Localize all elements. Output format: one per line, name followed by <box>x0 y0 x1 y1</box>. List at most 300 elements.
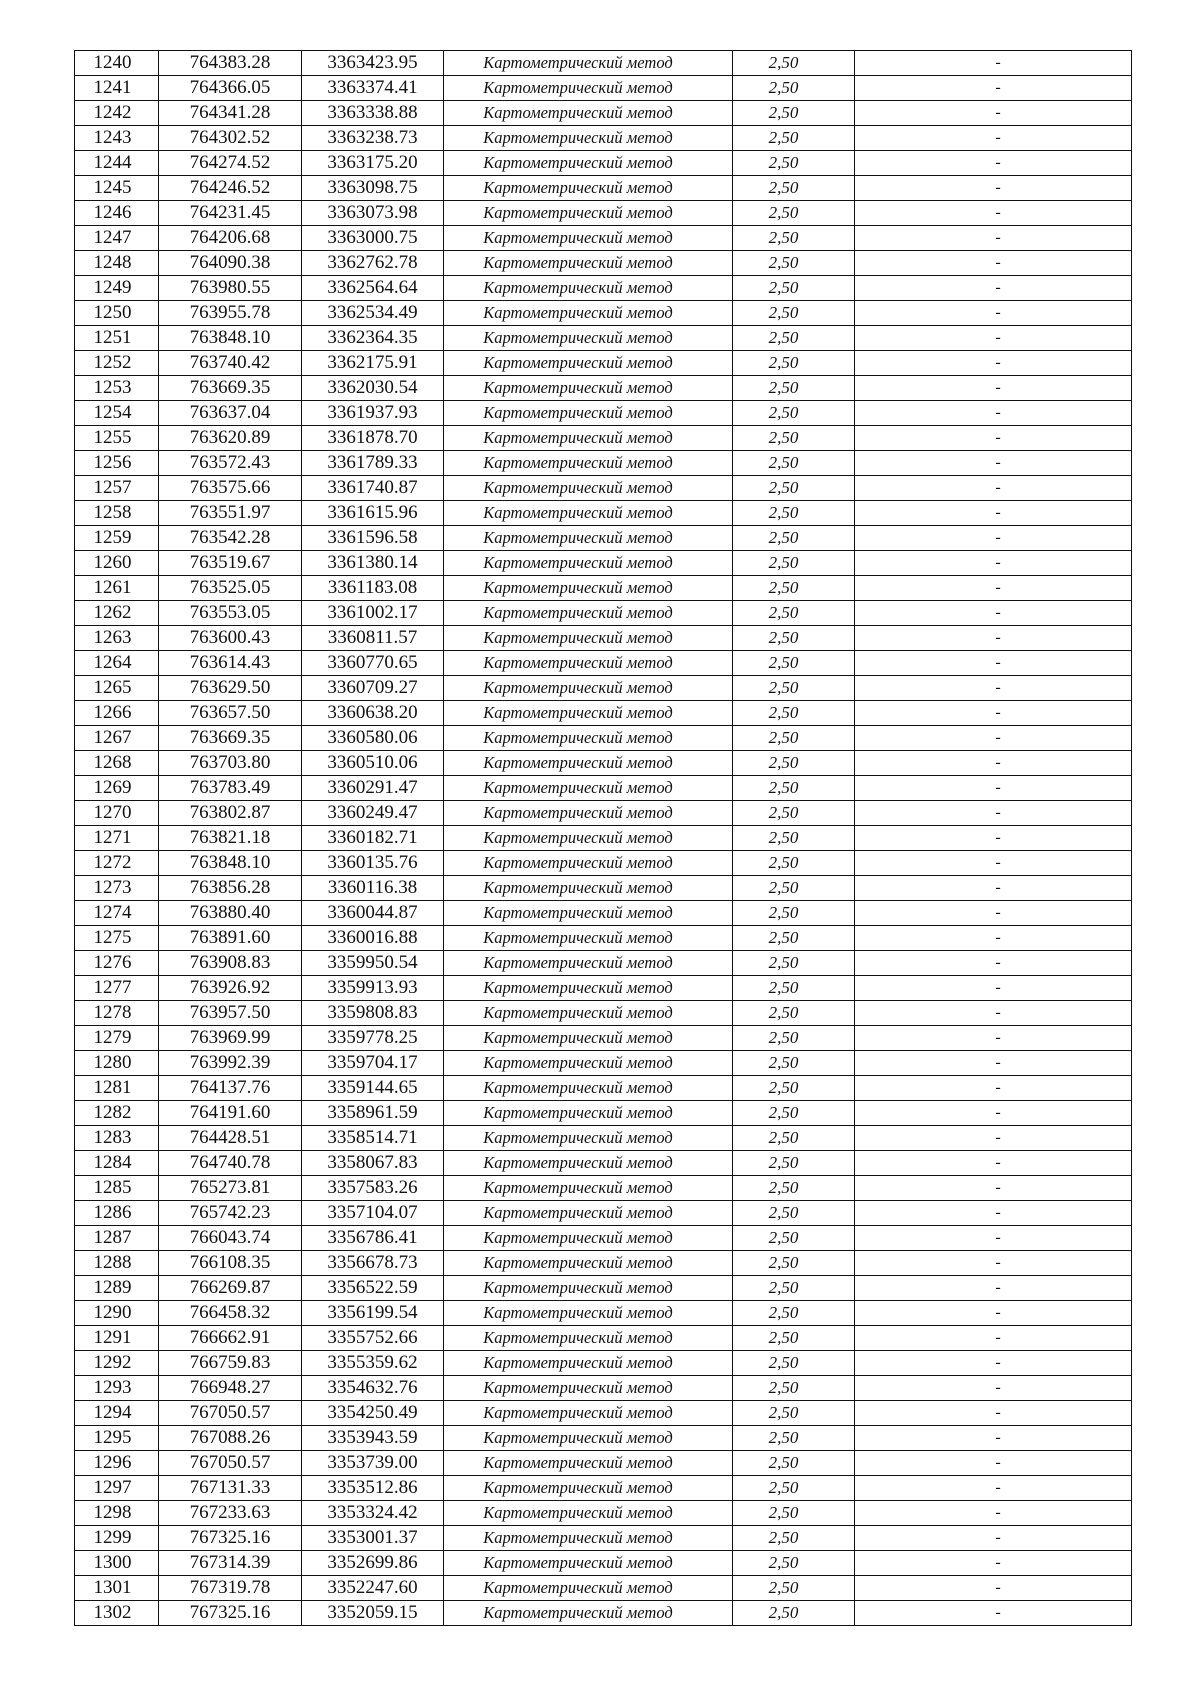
x-coordinate-cell: 763992.39 <box>159 1051 302 1076</box>
x-coordinate-cell: 767050.57 <box>159 1401 302 1426</box>
point-number-cell: 1276 <box>75 951 159 976</box>
point-number-cell: 1254 <box>75 401 159 426</box>
point-number-cell: 1240 <box>75 51 159 76</box>
method-cell: Картометрический метод <box>444 251 733 276</box>
method-cell: Картометрический метод <box>444 1601 733 1626</box>
accuracy-cell: 2,50 <box>733 201 855 226</box>
y-coordinate-cell: 3360291.47 <box>302 776 444 801</box>
x-coordinate-cell: 764206.68 <box>159 226 302 251</box>
point-number-cell: 1275 <box>75 926 159 951</box>
note-cell: - <box>855 1351 1132 1376</box>
note-cell: - <box>855 376 1132 401</box>
y-coordinate-cell: 3357583.26 <box>302 1176 444 1201</box>
point-number-cell: 1255 <box>75 426 159 451</box>
method-cell: Картометрический метод <box>444 676 733 701</box>
x-coordinate-cell: 763783.49 <box>159 776 302 801</box>
accuracy-cell: 2,50 <box>733 76 855 101</box>
x-coordinate-cell: 763553.05 <box>159 601 302 626</box>
y-coordinate-cell: 3358961.59 <box>302 1101 444 1126</box>
note-cell: - <box>855 201 1132 226</box>
table-row <box>75 1501 1132 1526</box>
accuracy-cell: 2,50 <box>733 776 855 801</box>
y-coordinate-cell: 3360811.57 <box>302 626 444 651</box>
point-number-cell: 1251 <box>75 326 159 351</box>
y-coordinate-cell: 3360638.20 <box>302 701 444 726</box>
table-row <box>75 1251 1132 1276</box>
point-number-cell: 1269 <box>75 776 159 801</box>
note-cell: - <box>855 926 1132 951</box>
note-cell: - <box>855 1476 1132 1501</box>
method-cell: Картометрический метод <box>444 201 733 226</box>
method-cell: Картометрический метод <box>444 951 733 976</box>
point-number-cell: 1260 <box>75 551 159 576</box>
table-row <box>75 1301 1132 1326</box>
point-number-cell: 1267 <box>75 726 159 751</box>
table-row <box>75 51 1132 76</box>
method-cell: Картометрический метод <box>444 101 733 126</box>
y-coordinate-cell: 3363098.75 <box>302 176 444 201</box>
x-coordinate-cell: 766948.27 <box>159 1376 302 1401</box>
table-row <box>75 1176 1132 1201</box>
y-coordinate-cell: 3359913.93 <box>302 976 444 1001</box>
method-cell: Картометрический метод <box>444 651 733 676</box>
accuracy-cell: 2,50 <box>733 551 855 576</box>
table-row <box>75 226 1132 251</box>
method-cell: Картометрический метод <box>444 701 733 726</box>
note-cell: - <box>855 876 1132 901</box>
coordinates-table <box>74 50 1132 1626</box>
table-row <box>75 376 1132 401</box>
y-coordinate-cell: 3361596.58 <box>302 526 444 551</box>
method-cell: Картометрический метод <box>444 1526 733 1551</box>
x-coordinate-cell: 763856.28 <box>159 876 302 901</box>
x-coordinate-cell: 763575.66 <box>159 476 302 501</box>
note-cell: - <box>855 801 1132 826</box>
point-number-cell: 1262 <box>75 601 159 626</box>
y-coordinate-cell: 3360116.38 <box>302 876 444 901</box>
x-coordinate-cell: 763637.04 <box>159 401 302 426</box>
point-number-cell: 1301 <box>75 1576 159 1601</box>
y-coordinate-cell: 3361615.96 <box>302 501 444 526</box>
x-coordinate-cell: 764740.78 <box>159 1151 302 1176</box>
accuracy-cell: 2,50 <box>733 526 855 551</box>
table-row <box>75 1076 1132 1101</box>
note-cell: - <box>855 1076 1132 1101</box>
x-coordinate-cell: 763572.43 <box>159 451 302 476</box>
method-cell: Картометрический метод <box>444 1026 733 1051</box>
accuracy-cell: 2,50 <box>733 176 855 201</box>
accuracy-cell: 2,50 <box>733 1101 855 1126</box>
x-coordinate-cell: 764137.76 <box>159 1076 302 1101</box>
x-coordinate-cell: 763525.05 <box>159 576 302 601</box>
table-row <box>75 1226 1132 1251</box>
note-cell: - <box>855 651 1132 676</box>
x-coordinate-cell: 763848.10 <box>159 326 302 351</box>
point-number-cell: 1299 <box>75 1526 159 1551</box>
x-coordinate-cell: 763908.83 <box>159 951 302 976</box>
note-cell: - <box>855 501 1132 526</box>
note-cell: - <box>855 1001 1132 1026</box>
y-coordinate-cell: 3352699.86 <box>302 1551 444 1576</box>
accuracy-cell: 2,50 <box>733 1001 855 1026</box>
accuracy-cell: 2,50 <box>733 51 855 76</box>
method-cell: Картометрический метод <box>444 1201 733 1226</box>
table-row <box>75 251 1132 276</box>
point-number-cell: 1287 <box>75 1226 159 1251</box>
note-cell: - <box>855 726 1132 751</box>
note-cell: - <box>855 851 1132 876</box>
point-number-cell: 1289 <box>75 1276 159 1301</box>
y-coordinate-cell: 3362534.49 <box>302 301 444 326</box>
note-cell: - <box>855 951 1132 976</box>
accuracy-cell: 2,50 <box>733 751 855 776</box>
accuracy-cell: 2,50 <box>733 251 855 276</box>
table-row <box>75 676 1132 701</box>
x-coordinate-cell: 763848.10 <box>159 851 302 876</box>
point-number-cell: 1271 <box>75 826 159 851</box>
method-cell: Картометрический метод <box>444 51 733 76</box>
note-cell: - <box>855 51 1132 76</box>
point-number-cell: 1296 <box>75 1451 159 1476</box>
note-cell: - <box>855 401 1132 426</box>
x-coordinate-cell: 766269.87 <box>159 1276 302 1301</box>
point-number-cell: 1278 <box>75 1001 159 1026</box>
accuracy-cell: 2,50 <box>733 1051 855 1076</box>
table-row <box>75 1426 1132 1451</box>
x-coordinate-cell: 766662.91 <box>159 1326 302 1351</box>
point-number-cell: 1273 <box>75 876 159 901</box>
table-row <box>75 1526 1132 1551</box>
note-cell: - <box>855 601 1132 626</box>
note-cell: - <box>855 976 1132 1001</box>
table-row <box>75 176 1132 201</box>
x-coordinate-cell: 763703.80 <box>159 751 302 776</box>
accuracy-cell: 2,50 <box>733 1576 855 1601</box>
method-cell: Картометрический метод <box>444 1301 733 1326</box>
table-row <box>75 451 1132 476</box>
accuracy-cell: 2,50 <box>733 126 855 151</box>
y-coordinate-cell: 3362762.78 <box>302 251 444 276</box>
table-row <box>75 101 1132 126</box>
accuracy-cell: 2,50 <box>733 576 855 601</box>
note-cell: - <box>855 301 1132 326</box>
note-cell: - <box>855 676 1132 701</box>
method-cell: Картометрический метод <box>444 551 733 576</box>
x-coordinate-cell: 763519.67 <box>159 551 302 576</box>
x-coordinate-cell: 763980.55 <box>159 276 302 301</box>
method-cell: Картометрический метод <box>444 301 733 326</box>
method-cell: Картометрический метод <box>444 1126 733 1151</box>
accuracy-cell: 2,50 <box>733 426 855 451</box>
point-number-cell: 1268 <box>75 751 159 776</box>
note-cell: - <box>855 1426 1132 1451</box>
note-cell: - <box>855 1176 1132 1201</box>
x-coordinate-cell: 764302.52 <box>159 126 302 151</box>
point-number-cell: 1291 <box>75 1326 159 1351</box>
method-cell: Картометрический метод <box>444 501 733 526</box>
y-coordinate-cell: 3361878.70 <box>302 426 444 451</box>
table-row <box>75 876 1132 901</box>
table-row <box>75 1326 1132 1351</box>
x-coordinate-cell: 764246.52 <box>159 176 302 201</box>
method-cell: Картометрический метод <box>444 1051 733 1076</box>
note-cell: - <box>855 1526 1132 1551</box>
x-coordinate-cell: 763614.43 <box>159 651 302 676</box>
x-coordinate-cell: 767314.39 <box>159 1551 302 1576</box>
point-number-cell: 1284 <box>75 1151 159 1176</box>
method-cell: Картометрический метод <box>444 1451 733 1476</box>
y-coordinate-cell: 3362564.64 <box>302 276 444 301</box>
method-cell: Картометрический метод <box>444 826 733 851</box>
y-coordinate-cell: 3361740.87 <box>302 476 444 501</box>
method-cell: Картометрический метод <box>444 1376 733 1401</box>
x-coordinate-cell: 763955.78 <box>159 301 302 326</box>
table-row <box>75 551 1132 576</box>
accuracy-cell: 2,50 <box>733 476 855 501</box>
method-cell: Картометрический метод <box>444 526 733 551</box>
method-cell: Картометрический метод <box>444 1326 733 1351</box>
point-number-cell: 1258 <box>75 501 159 526</box>
note-cell: - <box>855 751 1132 776</box>
note-cell: - <box>855 1326 1132 1351</box>
y-coordinate-cell: 3353943.59 <box>302 1426 444 1451</box>
y-coordinate-cell: 3356199.54 <box>302 1301 444 1326</box>
y-coordinate-cell: 3361183.08 <box>302 576 444 601</box>
note-cell: - <box>855 576 1132 601</box>
table-row <box>75 301 1132 326</box>
y-coordinate-cell: 3359808.83 <box>302 1001 444 1026</box>
point-number-cell: 1285 <box>75 1176 159 1201</box>
method-cell: Картометрический метод <box>444 1251 733 1276</box>
y-coordinate-cell: 3362175.91 <box>302 351 444 376</box>
table-row <box>75 1051 1132 1076</box>
table-row <box>75 1351 1132 1376</box>
note-cell: - <box>855 1576 1132 1601</box>
accuracy-cell: 2,50 <box>733 726 855 751</box>
x-coordinate-cell: 767088.26 <box>159 1426 302 1451</box>
x-coordinate-cell: 765742.23 <box>159 1201 302 1226</box>
accuracy-cell: 2,50 <box>733 401 855 426</box>
x-coordinate-cell: 763926.92 <box>159 976 302 1001</box>
y-coordinate-cell: 3353512.86 <box>302 1476 444 1501</box>
x-coordinate-cell: 763551.97 <box>159 501 302 526</box>
table-row <box>75 1376 1132 1401</box>
point-number-cell: 1242 <box>75 101 159 126</box>
table-row <box>75 1576 1132 1601</box>
table-row <box>75 426 1132 451</box>
method-cell: Картометрический метод <box>444 776 733 801</box>
y-coordinate-cell: 3353001.37 <box>302 1526 444 1551</box>
note-cell: - <box>855 1401 1132 1426</box>
point-number-cell: 1259 <box>75 526 159 551</box>
method-cell: Картометрический метод <box>444 851 733 876</box>
y-coordinate-cell: 3358514.71 <box>302 1126 444 1151</box>
point-number-cell: 1266 <box>75 701 159 726</box>
y-coordinate-cell: 3361789.33 <box>302 451 444 476</box>
note-cell: - <box>855 126 1132 151</box>
table-row <box>75 826 1132 851</box>
x-coordinate-cell: 767131.33 <box>159 1476 302 1501</box>
method-cell: Картометрический метод <box>444 126 733 151</box>
table-row <box>75 1451 1132 1476</box>
note-cell: - <box>855 901 1132 926</box>
x-coordinate-cell: 763669.35 <box>159 376 302 401</box>
accuracy-cell: 2,50 <box>733 1251 855 1276</box>
point-number-cell: 1257 <box>75 476 159 501</box>
y-coordinate-cell: 3355359.62 <box>302 1351 444 1376</box>
accuracy-cell: 2,50 <box>733 1326 855 1351</box>
y-coordinate-cell: 3360770.65 <box>302 651 444 676</box>
x-coordinate-cell: 764428.51 <box>159 1126 302 1151</box>
table-row <box>75 776 1132 801</box>
point-number-cell: 1282 <box>75 1101 159 1126</box>
x-coordinate-cell: 763542.28 <box>159 526 302 551</box>
note-cell: - <box>855 151 1132 176</box>
method-cell: Картометрический метод <box>444 451 733 476</box>
y-coordinate-cell: 3357104.07 <box>302 1201 444 1226</box>
table-row <box>75 726 1132 751</box>
accuracy-cell: 2,50 <box>733 1151 855 1176</box>
table-row <box>75 126 1132 151</box>
point-number-cell: 1249 <box>75 276 159 301</box>
table-row <box>75 151 1132 176</box>
method-cell: Картометрический метод <box>444 1001 733 1026</box>
accuracy-cell: 2,50 <box>733 1026 855 1051</box>
x-coordinate-cell: 766759.83 <box>159 1351 302 1376</box>
accuracy-cell: 2,50 <box>733 351 855 376</box>
point-number-cell: 1280 <box>75 1051 159 1076</box>
method-cell: Картометрический метод <box>444 151 733 176</box>
accuracy-cell: 2,50 <box>733 676 855 701</box>
point-number-cell: 1297 <box>75 1476 159 1501</box>
y-coordinate-cell: 3361937.93 <box>302 401 444 426</box>
table-row <box>75 626 1132 651</box>
table-row <box>75 1401 1132 1426</box>
table-row <box>75 526 1132 551</box>
accuracy-cell: 2,50 <box>733 1176 855 1201</box>
y-coordinate-cell: 3363000.75 <box>302 226 444 251</box>
y-coordinate-cell: 3359704.17 <box>302 1051 444 1076</box>
point-number-cell: 1263 <box>75 626 159 651</box>
note-cell: - <box>855 701 1132 726</box>
table-row <box>75 351 1132 376</box>
point-number-cell: 1247 <box>75 226 159 251</box>
method-cell: Картометрический метод <box>444 876 733 901</box>
point-number-cell: 1261 <box>75 576 159 601</box>
y-coordinate-cell: 3356678.73 <box>302 1251 444 1276</box>
table-row <box>75 1201 1132 1226</box>
accuracy-cell: 2,50 <box>733 626 855 651</box>
x-coordinate-cell: 766108.35 <box>159 1251 302 1276</box>
x-coordinate-cell: 763740.42 <box>159 351 302 376</box>
y-coordinate-cell: 3360044.87 <box>302 901 444 926</box>
y-coordinate-cell: 3359778.25 <box>302 1026 444 1051</box>
y-coordinate-cell: 3359144.65 <box>302 1076 444 1101</box>
accuracy-cell: 2,50 <box>733 501 855 526</box>
y-coordinate-cell: 3354632.76 <box>302 1376 444 1401</box>
table-row <box>75 751 1132 776</box>
point-number-cell: 1283 <box>75 1126 159 1151</box>
point-number-cell: 1292 <box>75 1351 159 1376</box>
note-cell: - <box>855 826 1132 851</box>
point-number-cell: 1270 <box>75 801 159 826</box>
note-cell: - <box>855 1126 1132 1151</box>
table-row <box>75 926 1132 951</box>
method-cell: Картометрический метод <box>444 576 733 601</box>
accuracy-cell: 2,50 <box>733 276 855 301</box>
accuracy-cell: 2,50 <box>733 1551 855 1576</box>
note-cell: - <box>855 1051 1132 1076</box>
accuracy-cell: 2,50 <box>733 1276 855 1301</box>
note-cell: - <box>855 451 1132 476</box>
accuracy-cell: 2,50 <box>733 951 855 976</box>
table-row <box>75 501 1132 526</box>
table-row <box>75 901 1132 926</box>
y-coordinate-cell: 3360709.27 <box>302 676 444 701</box>
x-coordinate-cell: 764231.45 <box>159 201 302 226</box>
table-row <box>75 851 1132 876</box>
table-row <box>75 1101 1132 1126</box>
method-cell: Картометрический метод <box>444 1426 733 1451</box>
y-coordinate-cell: 3363238.73 <box>302 126 444 151</box>
note-cell: - <box>855 1101 1132 1126</box>
x-coordinate-cell: 764191.60 <box>159 1101 302 1126</box>
method-cell: Картометрический метод <box>444 976 733 1001</box>
x-coordinate-cell: 763957.50 <box>159 1001 302 1026</box>
note-cell: - <box>855 1301 1132 1326</box>
accuracy-cell: 2,50 <box>733 301 855 326</box>
x-coordinate-cell: 763880.40 <box>159 901 302 926</box>
accuracy-cell: 2,50 <box>733 1076 855 1101</box>
table-row <box>75 1126 1132 1151</box>
table-row <box>75 801 1132 826</box>
method-cell: Картометрический метод <box>444 801 733 826</box>
y-coordinate-cell: 3360249.47 <box>302 801 444 826</box>
note-cell: - <box>855 1026 1132 1051</box>
note-cell: - <box>855 1201 1132 1226</box>
accuracy-cell: 2,50 <box>733 851 855 876</box>
point-number-cell: 1243 <box>75 126 159 151</box>
y-coordinate-cell: 3363338.88 <box>302 101 444 126</box>
note-cell: - <box>855 1276 1132 1301</box>
note-cell: - <box>855 351 1132 376</box>
note-cell: - <box>855 176 1132 201</box>
point-number-cell: 1290 <box>75 1301 159 1326</box>
table-row <box>75 701 1132 726</box>
accuracy-cell: 2,50 <box>733 976 855 1001</box>
accuracy-cell: 2,50 <box>733 101 855 126</box>
accuracy-cell: 2,50 <box>733 1601 855 1626</box>
note-cell: - <box>855 776 1132 801</box>
point-number-cell: 1246 <box>75 201 159 226</box>
y-coordinate-cell: 3361380.14 <box>302 551 444 576</box>
y-coordinate-cell: 3352059.15 <box>302 1601 444 1626</box>
table-row <box>75 576 1132 601</box>
accuracy-cell: 2,50 <box>733 1451 855 1476</box>
point-number-cell: 1253 <box>75 376 159 401</box>
accuracy-cell: 2,50 <box>733 826 855 851</box>
x-coordinate-cell: 763620.89 <box>159 426 302 451</box>
note-cell: - <box>855 551 1132 576</box>
note-cell: - <box>855 76 1132 101</box>
note-cell: - <box>855 1601 1132 1626</box>
table-row <box>75 401 1132 426</box>
method-cell: Картометрический метод <box>444 476 733 501</box>
point-number-cell: 1256 <box>75 451 159 476</box>
accuracy-cell: 2,50 <box>733 901 855 926</box>
x-coordinate-cell: 765273.81 <box>159 1176 302 1201</box>
note-cell: - <box>855 101 1132 126</box>
